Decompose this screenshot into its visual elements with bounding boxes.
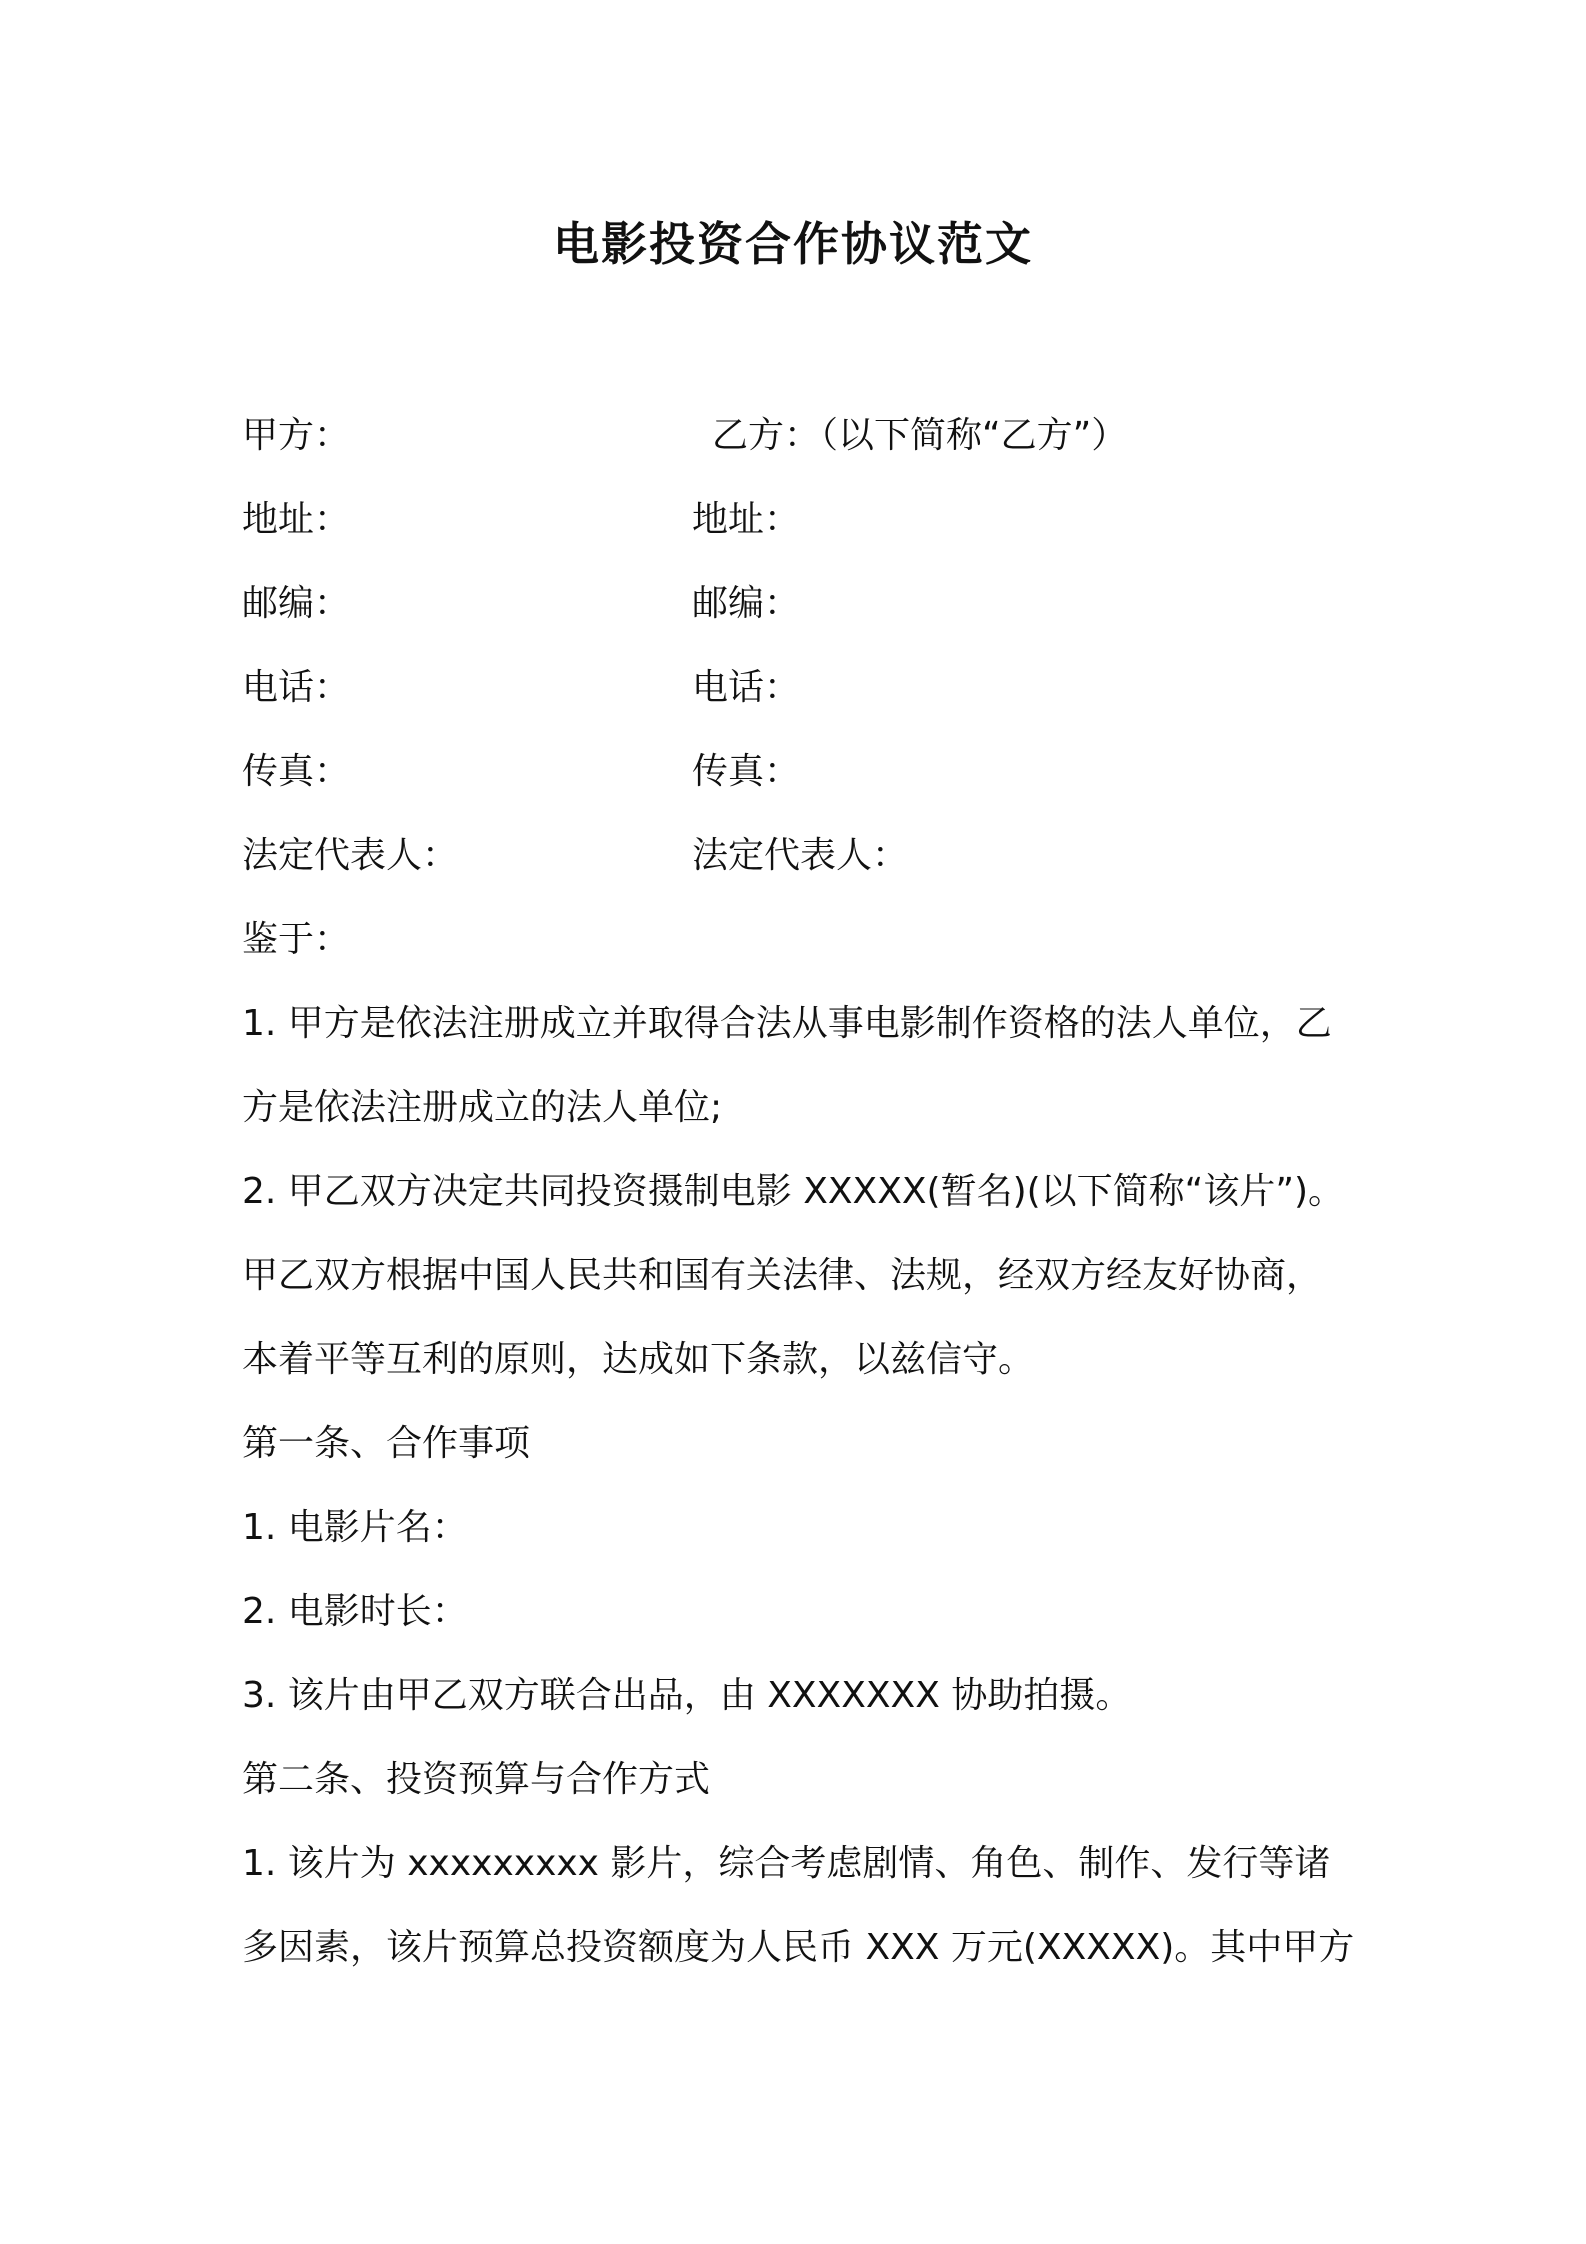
body-line: 鉴于： <box>242 919 351 960</box>
body-line: 3. 该片由甲乙双方联合出品，由 XXXXXXX 协助拍摄。 <box>242 1675 1132 1716</box>
party-b-fax: 传真： <box>692 751 801 792</box>
body-line: 1. 甲方是依法注册成立并取得合法从事电影制作资格的法人单位，乙 <box>242 1003 1332 1044</box>
body-line: 1. 该片为 xxxxxxxxx 影片，综合考虑剧情、角色、制作、发行等诸 <box>242 1843 1331 1884</box>
section-heading: 第二条、投资预算与合作方式 <box>242 1759 711 1800</box>
body-line: 本着平等互利的原则，达成如下条款，以兹信守。 <box>242 1339 1035 1380</box>
party-a-phone: 电话： <box>242 667 351 708</box>
party-a-fax: 传真： <box>242 751 351 792</box>
body-line: 1. 电影片名： <box>242 1507 468 1548</box>
party-b-legal-rep: 法定代表人： <box>692 835 909 876</box>
party-a-postcode: 邮编： <box>242 583 351 624</box>
body-line: 2. 甲乙双方决定共同投资摄制电影 XXXXX(暂名)(以下简称“该片”)。 <box>242 1171 1345 1212</box>
party-a-legal-rep: 法定代表人： <box>242 835 459 876</box>
section-heading: 第一条、合作事项 <box>242 1423 531 1464</box>
body-line: 多因素，该片预算总投资额度为人民币 XXX 万元(XXXXX)。其中甲方 <box>242 1927 1355 1968</box>
party-b-address: 地址： <box>692 499 801 540</box>
body-line: 甲乙双方根据中国人民共和国有关法律、法规，经双方经友好协商， <box>242 1255 1323 1296</box>
party-b-postcode: 邮编： <box>692 583 801 624</box>
document-title: 电影投资合作协议范文 <box>553 217 1033 271</box>
party-b-label: 乙方：（以下简称“乙方”） <box>712 415 1128 456</box>
party-b-phone: 电话： <box>692 667 801 708</box>
party-a-label: 甲方： <box>242 415 351 456</box>
body-line: 方是依法注册成立的法人单位; <box>242 1087 723 1128</box>
party-a-address: 地址： <box>242 499 351 540</box>
body-line: 2. 电影时长： <box>242 1591 468 1632</box>
